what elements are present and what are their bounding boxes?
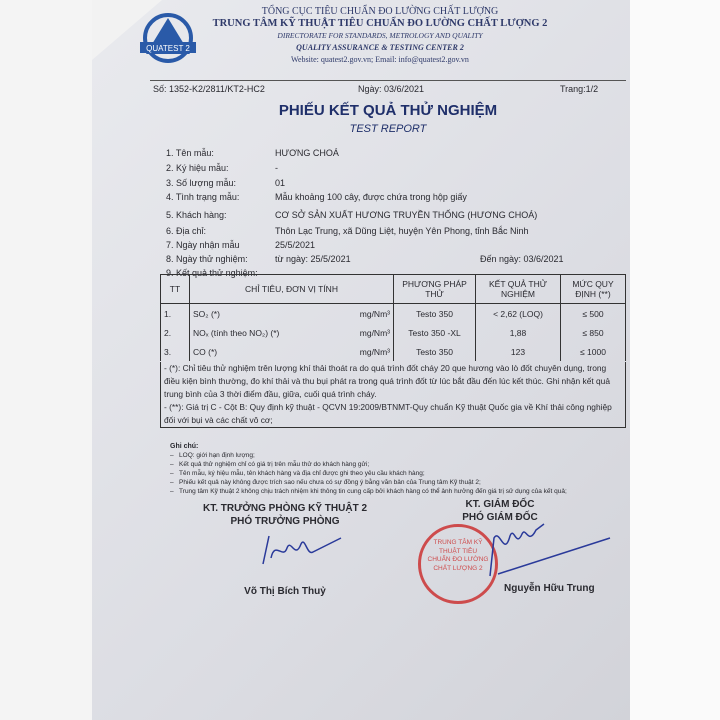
background-right xyxy=(630,0,720,720)
field-value: HƯƠNG CHOÁ xyxy=(275,148,339,158)
report-subtitle: TEST REPORT xyxy=(349,123,427,135)
right-signature xyxy=(480,518,620,578)
field-value: từ ngày: 25/5/2021 xyxy=(275,254,351,264)
row-number: 2. xyxy=(161,323,190,342)
field-label: 9. Kết quả thử nghiệm: xyxy=(166,268,258,278)
results-table xyxy=(160,274,626,361)
field-row xyxy=(160,161,626,175)
field-label: 3. Số lượng mẫu: xyxy=(166,178,236,188)
field-row xyxy=(160,190,626,204)
remark-text: Trung tâm Kỹ thuật 2 không chịu trách nhiệm khi thông tin cung cấp bởi khách hàng có thể ảnh hưởng đến giá trị sử dụng của kết quả; xyxy=(179,488,567,495)
signatory-position: PHÓ GIÁM ĐỐC xyxy=(462,512,538,523)
parameter: SO₂ (*) xyxy=(190,304,338,324)
left-signatory xyxy=(190,502,380,528)
field-label: 6. Địa chỉ: xyxy=(166,226,207,236)
remark-text: Phiếu kết quả này không được trích sao nếu chưa có sự đồng ý bằng văn bản của Trung tâm Kỹ thuật 2; xyxy=(179,479,481,486)
remark-item: – LOQ: giới hạn định lượng; xyxy=(170,452,255,459)
remark-item: – Trung tâm Kỹ thuật 2 không chịu trách nhiệm khi thông tin cung cấp bởi khách hàng có thể ảnh hưởng đến giá trị sử dụng của kết quả; xyxy=(170,488,567,495)
header-line: TRUNG TÂM KỸ THUẬT TIÊU CHUẨN ĐO LƯỜNG CHẤT LƯỢNG 2 xyxy=(212,18,548,29)
field-value: CƠ SỞ SẢN XUẤT HƯƠNG TRUYỀN THỐNG (HƯƠNG CHOÁ) xyxy=(275,210,538,220)
parameter: CO (*) xyxy=(190,342,338,361)
field-value: - xyxy=(275,163,278,173)
remarks-title: Ghi chú: xyxy=(170,443,199,450)
row-number: 1. xyxy=(161,304,190,324)
unit: mg/Nm³ xyxy=(337,323,394,342)
left-signatory-name: Võ Thị Bích Thuỷ xyxy=(244,586,326,597)
header-line: DIRECTORATE FOR STANDARDS, METROLOGY AND QUALITY xyxy=(277,31,483,40)
field-value: 25/5/2021 xyxy=(275,240,316,250)
method: Testo 350 xyxy=(394,304,476,324)
field-row xyxy=(160,146,626,160)
row-number: 3. xyxy=(161,342,190,361)
field-row xyxy=(160,208,626,222)
field-value-end: Đến ngày: 03/6/2021 xyxy=(480,254,564,264)
signatory-title: KT. GIÁM ĐỐC xyxy=(465,499,535,510)
report-title: PHIẾU KẾT QUẢ THỬ NGHIỆM xyxy=(278,102,498,119)
official-stamp: TRUNG TÂM KỸ THUẬT TIÊU CHUẨN ĐO LƯỜNG CHẤT LƯỢNG 2 xyxy=(418,524,498,604)
table-row xyxy=(161,323,626,342)
limit: ≤ 850 xyxy=(561,323,626,342)
field-label: 2. Ký hiệu mẫu: xyxy=(166,163,229,173)
parameter: NOₓ (tính theo NO₂) (*) xyxy=(190,323,338,342)
remark-text: Kết quả thử nghiệm chỉ có giá trị trên mẫu thử do khách hàng gửi; xyxy=(179,461,370,468)
table-row xyxy=(161,342,626,361)
field-value: Thôn Lạc Trung, xã Dũng Liệt, huyện Yên Phong, tỉnh Bắc Ninh xyxy=(275,226,529,236)
result: < 2,62 (LOQ) xyxy=(476,304,561,324)
table-row xyxy=(161,304,626,324)
limit: ≤ 1000 xyxy=(561,342,626,361)
field-label: 1. Tên mẫu: xyxy=(166,148,214,158)
remark-item: – Tên mẫu, ký hiệu mẫu, tên khách hàng và địa chỉ được ghi theo yêu cầu khách hàng; xyxy=(170,470,425,477)
right-signatory-name: Nguyễn Hữu Trung xyxy=(504,583,595,594)
result: 123 xyxy=(476,342,561,361)
header-line: TỔNG CỤC TIÊU CHUẨN ĐO LƯỜNG CHẤT LƯỢNG xyxy=(261,6,499,17)
document-header xyxy=(200,6,560,66)
field-label: 5. Khách hàng: xyxy=(166,210,227,220)
result: 1,88 xyxy=(476,323,561,342)
divider xyxy=(150,80,626,81)
field-label: 8. Ngày thử nghiệm: xyxy=(166,254,248,264)
field-value: 01 xyxy=(275,178,286,188)
method: Testo 350 xyxy=(394,342,476,361)
col-header: MỨC QUY ĐỊNH (**) xyxy=(561,275,626,304)
col-header: CHỈ TIÊU, ĐƠN VỊ TÍNH xyxy=(190,275,394,304)
field-label: 4. Tình trạng mẫu: xyxy=(166,192,240,202)
remark-item: – Kết quả thử nghiệm chỉ có giá trị trên mẫu thử do khách hàng gửi; xyxy=(170,461,370,468)
report-number: Số: 1352-K2/2811/KT2-HC2 xyxy=(153,84,265,94)
field-row xyxy=(160,176,626,190)
field-row xyxy=(160,252,626,266)
unit: mg/Nm³ xyxy=(337,342,394,361)
quatest-logo xyxy=(140,12,196,64)
header-line: Website: quatest2.gov.vn; Email: info@quatest2.gov.vn xyxy=(291,55,469,64)
col-header: TT xyxy=(161,275,190,304)
method: Testo 350 -XL xyxy=(394,323,476,342)
field-row xyxy=(160,224,626,238)
table-notes xyxy=(160,362,626,428)
remark-text: Tên mẫu, ký hiệu mẫu, tên khách hàng và địa chỉ được ghi theo yêu cầu khách hàng; xyxy=(179,470,425,477)
field-row xyxy=(160,238,626,252)
left-signature xyxy=(255,530,345,570)
field-label: 7. Ngày nhận mẫu xyxy=(166,240,240,250)
report-date: Ngày: 03/6/2021 xyxy=(358,84,425,94)
background-left xyxy=(0,0,92,720)
unit: mg/Nm³ xyxy=(337,304,394,324)
note: - (**): Giá trị C - Cột B: Quy định kỹ thuật - QCVN 19:2009/BTNMT-Quy chuẩn Kỹ thuật Quốc gia về Khí thải công nghiệp đối với bụi và các chất vô cơ; xyxy=(164,402,612,425)
remark-text: LOQ: giới hạn định lượng; xyxy=(179,452,255,459)
col-header: KẾT QUẢ THỬ NGHIỆM xyxy=(476,275,561,304)
page-number: Trang:1/2 xyxy=(560,84,599,94)
signatory-title: KT. TRƯỞNG PHÒNG KỸ THUẬT 2 xyxy=(202,503,368,514)
limit: ≤ 500 xyxy=(561,304,626,324)
header-line: QUALITY ASSURANCE & TESTING CENTER 2 xyxy=(296,43,464,52)
note: - (*): Chỉ tiêu thử nghiệm trên lượng khí thải thoát ra do quá trình đốt cháy 20 que hương vào lò đốt chuyên dụng, trong điều kiện bình thường, đo khí thải và thu bụi phát ra trong quá trình đốt từ lúc bắt đầu đến lúc kết thúc. Ghi nhận kết quả trung bình của 3 thời điểm đầu, giữa, cuối quá trình cháy. xyxy=(164,363,610,399)
field-value: Mẫu khoảng 100 cây, được chứa trong hộp giấy xyxy=(275,192,467,202)
signatory-position: PHÓ TRƯỞNG PHÒNG xyxy=(230,516,340,527)
remarks xyxy=(170,442,567,496)
col-header: PHƯƠNG PHÁP THỬ xyxy=(394,275,476,304)
logo-text: QUATEST 2 xyxy=(146,44,190,53)
remark-item: – Phiếu kết quả này không được trích sao nếu chưa có sự đồng ý bằng văn bản của Trung tâm Kỹ thuật 2; xyxy=(170,479,481,486)
